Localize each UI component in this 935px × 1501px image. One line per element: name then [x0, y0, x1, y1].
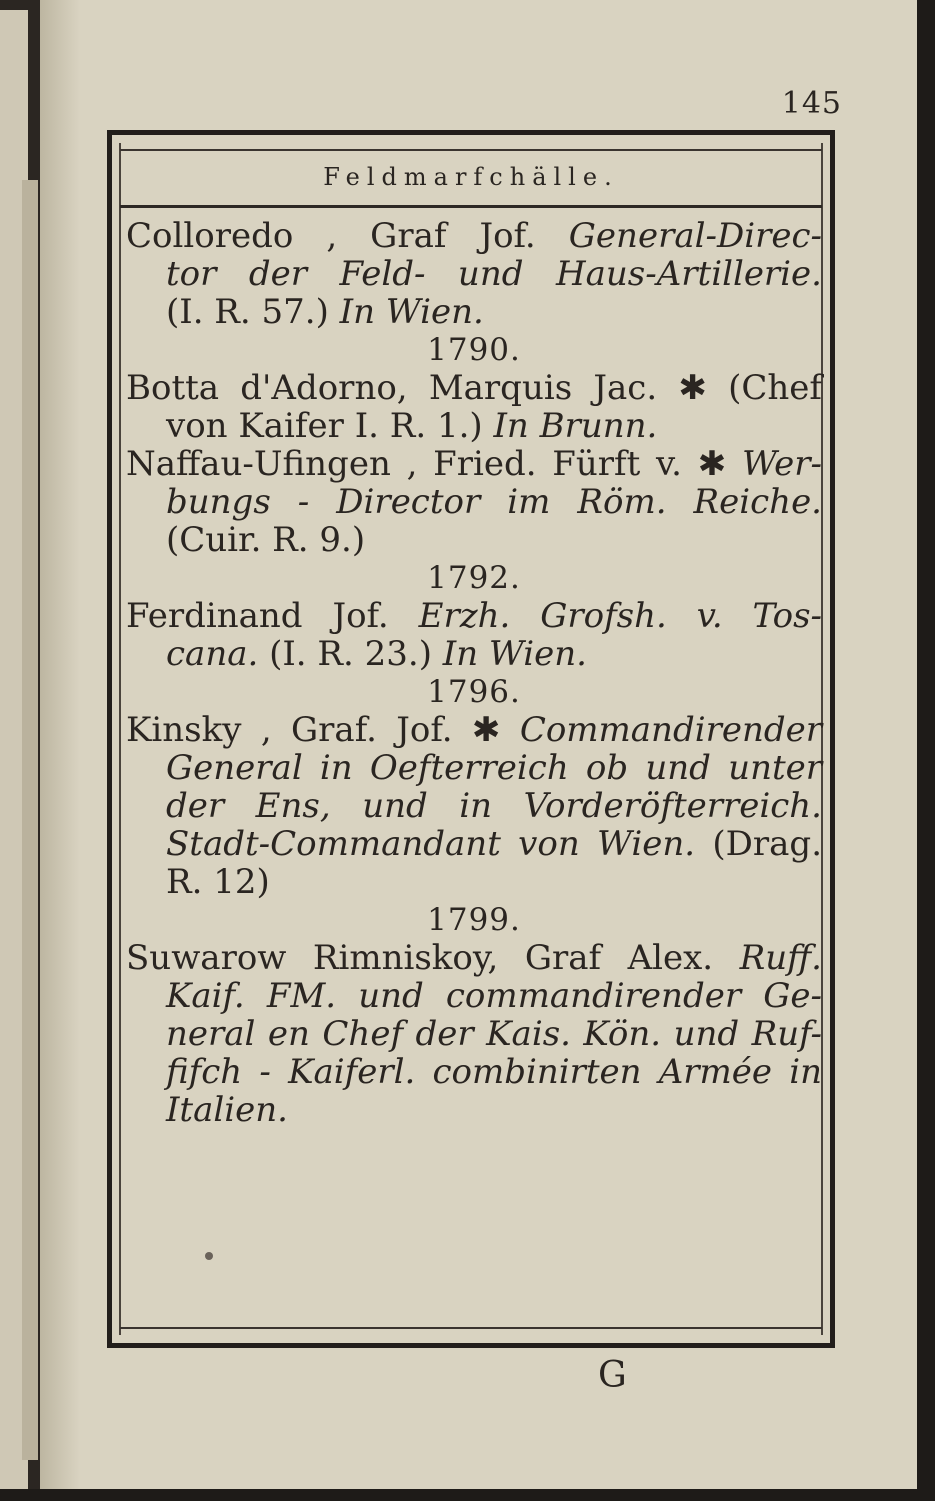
marshal-entry: [126, 445, 822, 559]
italic-text: cana.: [166, 634, 270, 674]
roman-text: (I. R. 23.): [269, 634, 443, 674]
roman-text: Colloredo , Graf Jof.: [126, 216, 569, 256]
section-header: Feldmarfchälle.: [323, 163, 619, 191]
entry-line: [126, 1015, 822, 1053]
page-frame: [107, 130, 835, 1348]
italic-text: General-Direc-: [568, 216, 822, 256]
italic-text: Wer-: [741, 444, 822, 484]
italic-text: neral en Chef der Kais. Kön. und Ruf-: [166, 1014, 822, 1054]
entry-line: [126, 787, 822, 825]
entry-line: [126, 521, 822, 559]
entry-line: [126, 863, 822, 901]
entry-list: [126, 217, 822, 1129]
marshal-entry: [126, 939, 822, 1129]
roman-text: R. 12): [166, 862, 270, 902]
frame-bottom-rule: [120, 1327, 822, 1329]
italic-text: fifch - Kaiferl. combinirten Armée in: [166, 1052, 822, 1092]
roman-text: Suwarow Rimniskoy, Graf Alex.: [126, 938, 740, 978]
italic-text: Italien.: [166, 1090, 288, 1130]
entry-line: [126, 483, 822, 521]
italic-text: Stadt-Commandant von Wien.: [166, 824, 713, 864]
roman-text: (Drag.: [712, 824, 822, 864]
roman-text: (Cuir. R. 9.): [166, 520, 366, 560]
entry-line: [126, 255, 822, 293]
italic-text: General in Oefterreich ob und unter: [166, 748, 822, 788]
signature-mark: G: [598, 1355, 627, 1396]
italic-text: der Ens, und in Vorderöfterreich.: [166, 786, 822, 826]
italic-text: Commandirender: [519, 710, 822, 750]
roman-text: (I. R. 57.): [166, 292, 340, 332]
header-rule-top: [120, 149, 822, 151]
italic-text: Kaif. FM. und commandirender Ge-: [166, 976, 822, 1016]
left-page-edge: [0, 0, 40, 1501]
italic-text: Erzh. Grofsh. v. Tos-: [418, 596, 822, 636]
entry-line: [126, 635, 822, 673]
italic-text: In Brunn.: [493, 406, 658, 446]
marshal-entry: [126, 711, 822, 901]
roman-text: Ferdinand Jof.: [126, 596, 419, 636]
year-heading: 1799.: [427, 902, 521, 938]
entry-line: [126, 445, 822, 483]
gutter-shadow: [40, 0, 80, 1501]
left-page-strip: [22, 180, 38, 1460]
entry-line: [126, 1091, 822, 1129]
entry-line: [126, 825, 822, 863]
year-heading: 1790.: [427, 332, 521, 368]
entry-line: [126, 293, 822, 331]
entry-line: [126, 939, 822, 977]
roman-text: von Kaifer I. R. 1.): [166, 406, 494, 446]
italic-text: In Wien.: [339, 292, 484, 332]
entry-line: [126, 749, 822, 787]
italic-text: In Wien.: [442, 634, 587, 674]
marshal-entry: [126, 369, 822, 445]
italic-text: tor der Feld- und Haus-Artillerie.: [166, 254, 822, 294]
italic-text: Ruff.: [739, 938, 822, 978]
entry-line: [126, 711, 822, 749]
marshal-entry: [126, 217, 822, 331]
ink-speck: [205, 1252, 213, 1260]
entry-line: [126, 597, 822, 635]
italic-text: bungs - Director im Röm. Reiche.: [166, 482, 822, 522]
scan-edge-right: [917, 0, 935, 1501]
year-heading: 1792.: [427, 560, 521, 596]
year-heading: 1796.: [427, 674, 521, 710]
entry-line: [126, 217, 822, 255]
roman-text: Kinsky , Graf. Jof. ✱: [126, 710, 520, 750]
roman-text: Botta d'Adorno, Marquis Jac. ✱ (Chef: [126, 368, 822, 408]
entry-line: [126, 1053, 822, 1091]
page-number: 145: [781, 86, 842, 121]
entry-line: [126, 977, 822, 1015]
roman-text: Naffau-Ufingen , Fried. Fürft v. ✱: [126, 444, 742, 484]
marshal-entry: [126, 597, 822, 673]
header-rule-bottom: [120, 205, 822, 208]
entry-line: [126, 369, 822, 407]
entry-line: [126, 407, 822, 445]
scan-edge-bottom: [0, 1489, 935, 1501]
